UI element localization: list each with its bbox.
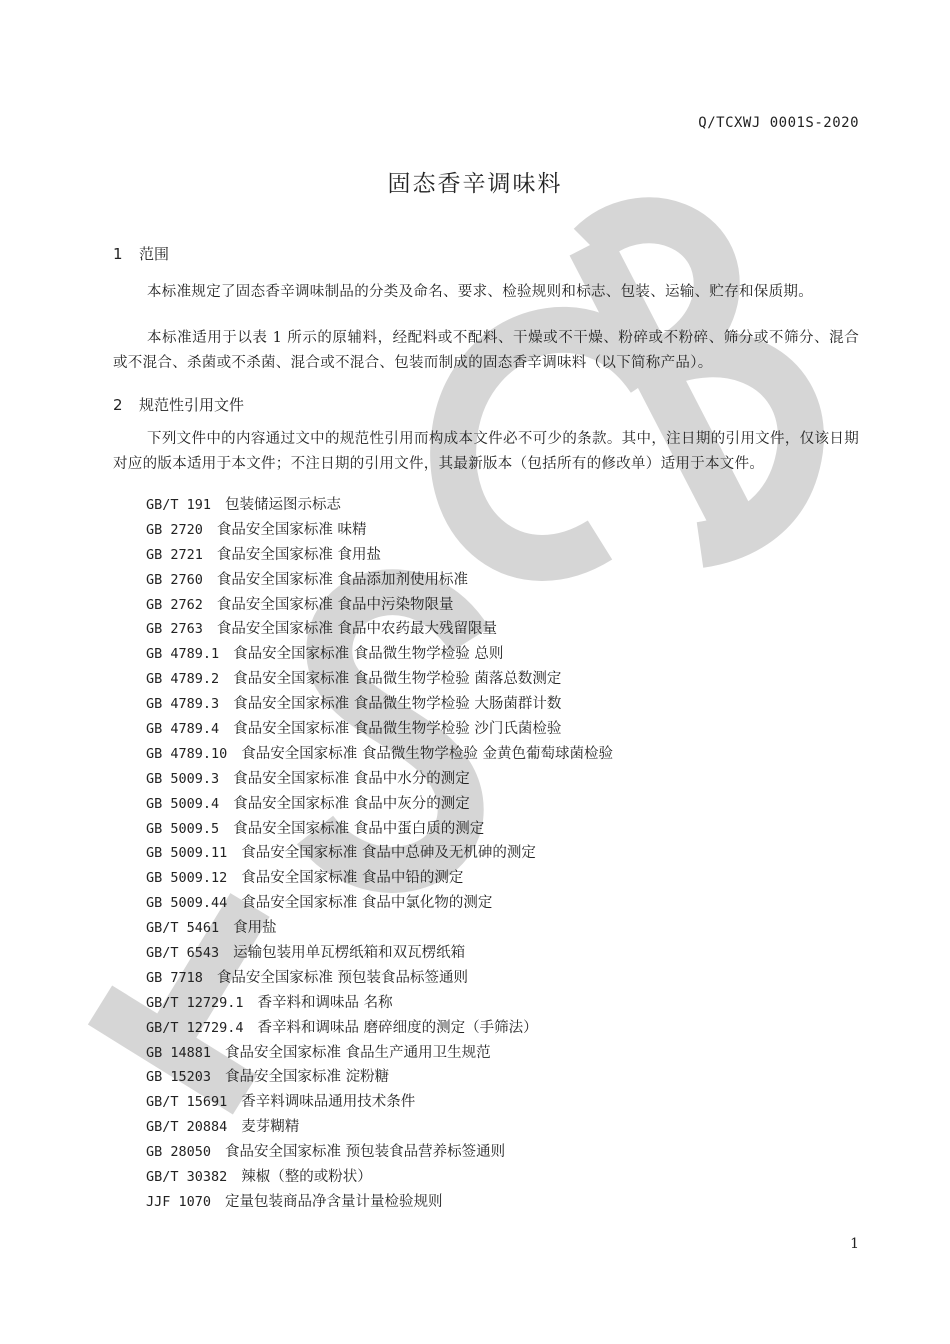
- reference-title: 食品安全国家标准 食品中总砷及无机砷的测定: [241, 845, 536, 862]
- reference-item: [146, 593, 613, 618]
- reference-title: 食用盐: [233, 920, 277, 937]
- reference-code: GB 2762: [146, 596, 203, 613]
- reference-code: GB 5009.11: [146, 845, 228, 862]
- reference-item: [146, 841, 613, 866]
- reference-title: 食品安全国家标准 食品中氯化物的测定: [241, 895, 493, 912]
- reference-title: 食品安全国家标准 食品微生物学检验 金黄色葡萄球菌检验: [241, 745, 613, 762]
- reference-item: [146, 617, 613, 642]
- reference-code: GB 4789.3: [146, 696, 220, 713]
- page-number: 1: [850, 1236, 859, 1252]
- reference-title: 食品安全国家标准 味精: [216, 521, 367, 538]
- reference-item: [146, 966, 613, 991]
- reference-code: GB/T 12729.1: [146, 994, 244, 1011]
- reference-title: 食品安全国家标准 食品添加剂使用标准: [216, 571, 469, 588]
- reference-item: [146, 991, 613, 1016]
- reference-title: 香辛料和调味品 磨碎细度的测定（手筛法）: [257, 1019, 538, 1036]
- section-heading-normative-references: [113, 394, 244, 415]
- reference-item: [146, 1140, 613, 1165]
- reference-item: [146, 742, 613, 767]
- reference-code: GB 15203: [146, 1069, 212, 1086]
- reference-code: GB/T 30382: [146, 1169, 228, 1186]
- reference-item: [146, 1090, 613, 1115]
- reference-code: GB 2763: [146, 621, 203, 638]
- reference-item: [146, 916, 613, 941]
- reference-item: [146, 941, 613, 966]
- reference-code: GB 7718: [146, 969, 203, 986]
- references-intro-paragraph: 下列文件中的内容通过文中的规范性引用而构成本文件必不可少的条款。其中，注日期的引用文件，仅该日期对应的版本适用于本文件；不注日期的引用文件，其最新版本（包括所有的修改单）适用于本文件。: [113, 431, 859, 472]
- reference-code: GB 5009.12: [146, 870, 228, 887]
- reference-title: 食品安全国家标准 食品中铅的测定: [241, 870, 464, 887]
- section-number: 1: [113, 245, 123, 263]
- reference-code: GB 5009.44: [146, 895, 228, 912]
- reference-title: 定量包装商品净含量计量检验规则: [225, 1193, 443, 1210]
- reference-code: GB 4789.4: [146, 721, 220, 738]
- reference-title: 食品安全国家标准 预包装食品标签通则: [216, 969, 469, 986]
- reference-item: [146, 767, 613, 792]
- reference-code: GB 4789.2: [146, 671, 220, 688]
- reference-item: [146, 866, 613, 891]
- reference-item: [146, 792, 613, 817]
- reference-code: GB 5009.3: [146, 770, 220, 787]
- reference-item: [146, 717, 613, 742]
- reference-item: [146, 543, 613, 568]
- reference-code: GB 14881: [146, 1044, 212, 1061]
- reference-title: 食品安全国家标准 食品中污染物限量: [216, 596, 454, 613]
- reference-item: [146, 667, 613, 692]
- reference-code: GB 2760: [146, 571, 203, 588]
- reference-item: [146, 692, 613, 717]
- reference-title: 运输包装用单瓦楞纸箱和双瓦楞纸箱: [233, 945, 466, 962]
- document-title: 固态香辛调味料: [387, 171, 563, 197]
- reference-code: GB/T 12729.4: [146, 1019, 244, 1036]
- reference-item: [146, 493, 613, 518]
- reference-code: GB 5009.4: [146, 795, 220, 812]
- reference-item: [146, 1065, 613, 1090]
- reference-item: [146, 1041, 613, 1066]
- reference-title: 麦芽糊精: [241, 1119, 300, 1136]
- reference-title: 食品安全国家标准 食品中水分的测定: [233, 770, 470, 787]
- reference-title: 香辛料和调味品 名称: [257, 994, 393, 1011]
- reference-item: [146, 642, 613, 667]
- scope-paragraph-1: 本标准规定了固态香辛调味制品的分类及命名、要求、检验规则和标志、包装、运输、贮存和保质期。: [147, 284, 813, 300]
- reference-title: 食品安全国家标准 食品微生物学检验 大肠菌群计数: [233, 696, 562, 713]
- section-number: 2: [113, 396, 123, 414]
- reference-item: [146, 518, 613, 543]
- reference-item: [146, 568, 613, 593]
- reference-item: [146, 817, 613, 842]
- section-heading-scope: [113, 243, 169, 264]
- reference-item: [146, 891, 613, 916]
- reference-code: GB 4789.1: [146, 646, 220, 663]
- reference-title: 香辛料调味品通用技术条件: [241, 1094, 416, 1111]
- reference-title: 包装储运图示标志: [225, 497, 342, 513]
- reference-code: GB/T 191: [146, 497, 212, 513]
- reference-title: 食品安全国家标准 淀粉糖: [225, 1069, 390, 1086]
- reference-title: 食品安全国家标准 食品中蛋白质的测定: [233, 820, 485, 837]
- reference-title: 食品安全国家标准 食品微生物学检验 菌落总数测定: [233, 671, 562, 688]
- section-title: 规范性引用文件: [139, 396, 245, 414]
- reference-title: 食品安全国家标准 预包装食品营养标签通则: [225, 1144, 506, 1161]
- reference-list: [146, 493, 613, 1215]
- standard-code: Q/TCXWJ 0001S-2020: [698, 115, 859, 131]
- reference-title: 食品安全国家标准 食品中灰分的测定: [233, 795, 470, 812]
- reference-title: 食品安全国家标准 食品微生物学检验 沙门氏菌检验: [233, 721, 562, 738]
- reference-code: GB 2721: [146, 546, 203, 563]
- reference-item: [146, 1016, 613, 1041]
- reference-code: GB/T 20884: [146, 1119, 228, 1136]
- section-title: 范围: [139, 245, 170, 263]
- reference-title: 食品安全国家标准 食品中农药最大残留限量: [216, 621, 498, 638]
- reference-title: 食品安全国家标准 食品微生物学检验 总则: [233, 646, 504, 663]
- reference-code: GB 5009.5: [146, 820, 220, 837]
- reference-item: [146, 1165, 613, 1190]
- reference-title: 食品安全国家标准 食用盐: [216, 546, 382, 563]
- reference-code: GB 2720: [146, 521, 203, 538]
- reference-title: 食品安全国家标准 食品生产通用卫生规范: [225, 1044, 491, 1061]
- reference-code: GB/T 5461: [146, 920, 220, 937]
- reference-item: [146, 1190, 613, 1215]
- reference-title: 辣椒（整的或粉状）: [241, 1169, 372, 1186]
- reference-code: GB 28050: [146, 1144, 212, 1161]
- reference-code: GB/T 15691: [146, 1094, 228, 1111]
- reference-code: GB/T 6543: [146, 945, 220, 962]
- reference-code: JJF 1070: [146, 1193, 212, 1210]
- reference-item: [146, 1115, 613, 1140]
- scope-paragraph-2: 本标准适用于以表 1 所示的原辅料，经配料或不配料、干燥或不干燥、粉碎或不粉碎、筛分或不筛分、混合或不混合、杀菌或不杀菌、混合或不混合、包装而制成的固态香辛调味料（以下简称产品）。: [113, 330, 859, 371]
- reference-code: GB 4789.10: [146, 745, 228, 762]
